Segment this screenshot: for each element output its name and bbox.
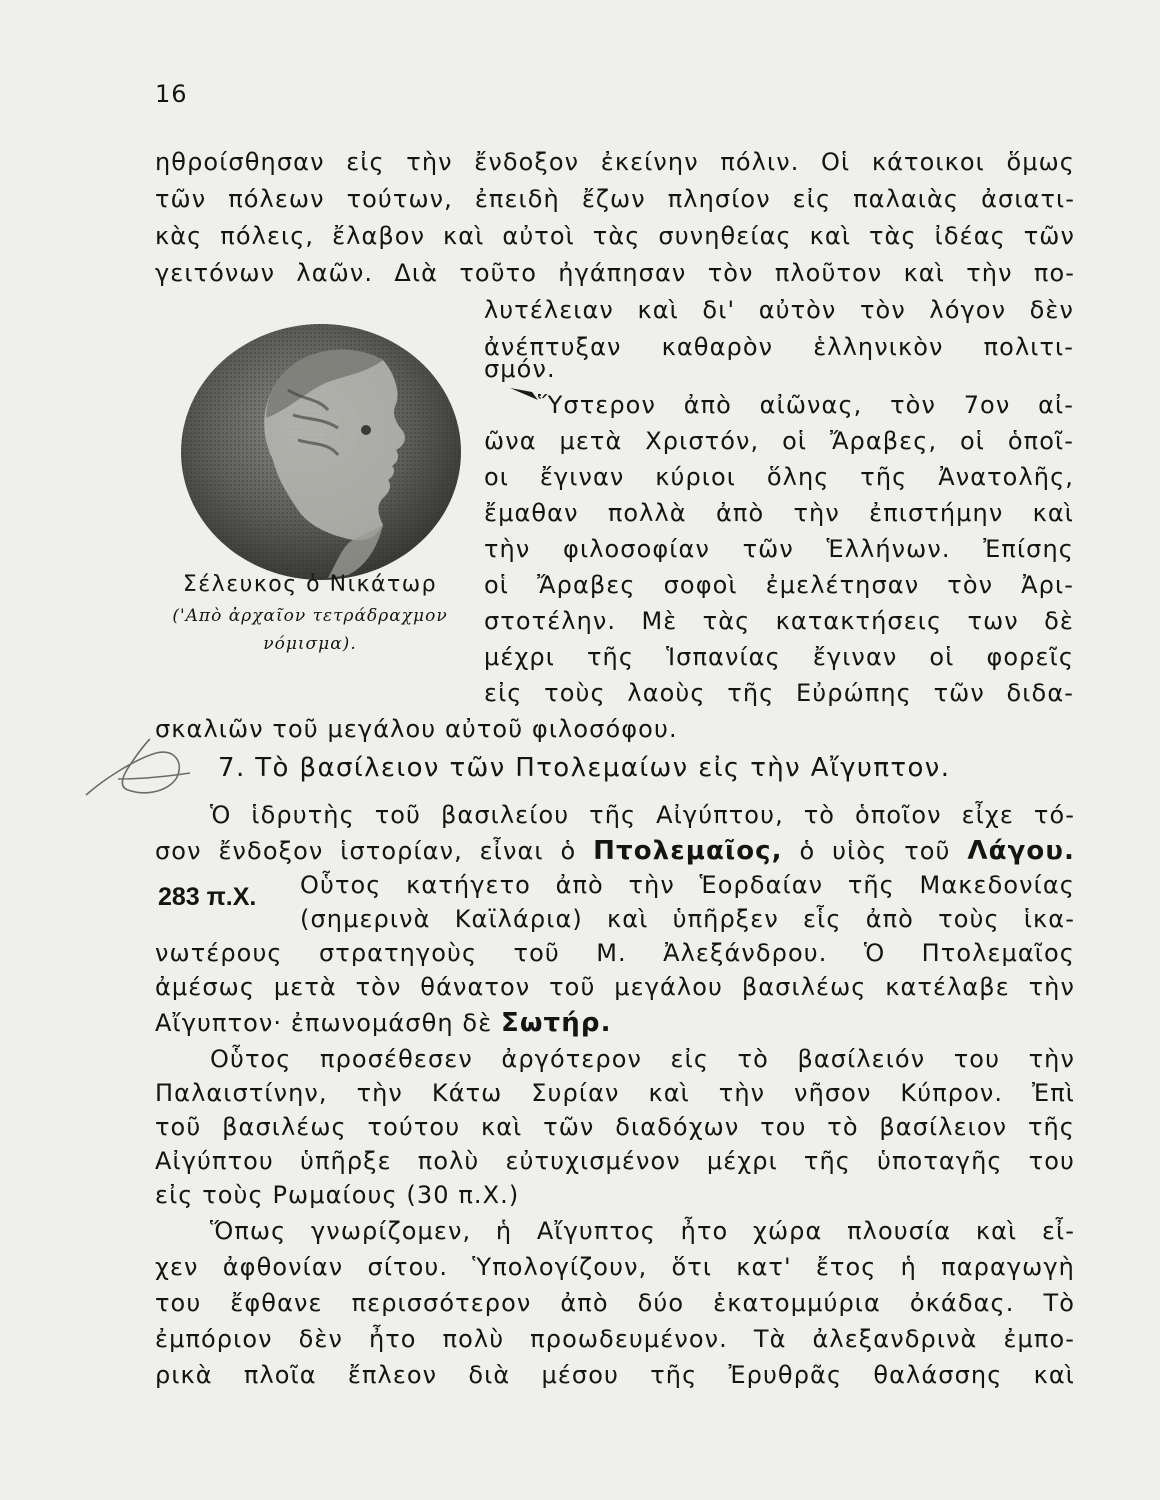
handwritten-margin-mark [78, 735, 198, 805]
text-line: χεν ἀφθονίαν σίτου. Ὑπολογίζουν, ὅτι κατ' ἔτος ἡ παραγωγὴ [155, 1253, 1075, 1281]
text-line: οἱ Ἄραβες σοφοὶ ἐμελέτησαν τὸν Ἀρι- [484, 571, 1074, 599]
stray-arrow-mark [508, 384, 546, 406]
text-line [155, 1006, 1075, 1040]
text-line: μέχρι τῆς Ἱσπανίας ἔγιναν οἱ φορεῖς [484, 643, 1074, 671]
text-run: σον ἔνδοξον ἱστορίαν, εἶναι ὁ [155, 837, 594, 865]
page-number: 16 [155, 80, 188, 108]
text-line: τὴν φιλοσοφίαν τῶν Ἑλλήνων. Ἐπίσης [484, 535, 1074, 563]
name-soter: Σωτήρ. [501, 1008, 612, 1038]
text-line: (σημερινὰ Καϊλάρια) καὶ ὑπῆρξεν εἷς ἀπὸ τοὺς ἱκα- [300, 905, 1075, 933]
text-line: Οὗτος κατήγετο ἀπὸ τὴν Ἑορδαίαν τῆς Μακεδονίας [300, 871, 1075, 899]
text-line: Αἰγύπτου ὑπῆρξε πολὺ εὐτυχισμένον μέχρι τῆς ὑποταγῆς του [155, 1147, 1075, 1175]
section-heading: 7. Τὸ βασίλειον τῶν Πτολεμαίων εἰς τὴν Αἴγυπτον. [218, 753, 951, 783]
text-line: κὰς πόλεις, ἔλαβον καὶ αὐτοὶ τὰς συνηθείας καὶ τὰς ἰδέας τῶν [155, 222, 1075, 250]
figure-caption-title: Σέλευκος ὁ Νικάτωρ [182, 572, 438, 597]
text-line: στοτέλην. Μὲ τὰς κατακτήσεις των δὲ [484, 607, 1074, 635]
text-line: εἰς τοὺς Ρωμαίους (30 π.Χ.) [155, 1181, 520, 1209]
text-line: ἐμπόριον δὲν ἦτο πολὺ προωδευμένον. Τὰ ἀλεξανδρινὰ ἐμπο- [155, 1325, 1075, 1353]
figure-caption-source: ('Aπὸ ἀρχαῖον τετράδραχμον [172, 606, 448, 626]
name-ptolemy: Πτολεμαῖος, [593, 836, 783, 866]
text-run: ὁ υἱὸς τοῦ [782, 837, 968, 865]
text-line: τοῦ βασιλέως τούτου καὶ τῶν διαδόχων του τὸ βασίλειον τῆς [155, 1113, 1075, 1141]
text-line: Ὁ ἱδρυτὴς τοῦ βασιλείου τῆς Αἰγύπτου, τὸ ὁποῖον εἶχε τό- [210, 801, 1075, 829]
text-line: εἰς τοὺς λαοὺς τῆς Εὐρώπης τῶν διδα- [484, 679, 1074, 707]
text-line: ηθροίσθησαν εἰς τὴν ἔνδοξον ἐκείνην πόλιν. Οἱ κάτοικοι ὅμως [155, 148, 1075, 176]
text-line: σμόν. [484, 355, 556, 383]
text-line: γειτόνων λαῶν. Διὰ τοῦτο ἠγάπησαν τὸν πλοῦτον καὶ τὴν πο- [155, 259, 1075, 287]
text-line: ρικὰ πλοῖα ἔπλεον διὰ μέσου τῆς Ἐρυθρᾶς θαλάσσης καὶ [155, 1361, 1075, 1389]
text-line: Οὗτος προσέθεσεν ἀργότερον εἰς τὸ βασίλειόν του τὴν [210, 1045, 1075, 1073]
text-line: τῶν πόλεων τούτων, ἐπειδὴ ἔζων πλησίον εἰς παλαιὰς ἀσιατι- [155, 185, 1075, 213]
text-line: ἀμέσως μετὰ τὸν θάνατον τοῦ μεγάλου βασιλέως κατέλαβε τὴν [155, 973, 1075, 1001]
date-label: 283 π.Χ. [158, 883, 257, 911]
text-line: νωτέρους στρατηγοὺς τοῦ Μ. Ἀλεξάνδρου. Ὁ Πτολεμαῖος [155, 939, 1075, 967]
name-lagos: Λάγου. [967, 836, 1075, 866]
text-line: ἀνέπτυξαν καθαρὸν ἑλληνικὸν πολιτι- [484, 333, 1074, 361]
text-run: Αἴγυπτον· ἐπωνομάσθη δὲ [155, 1009, 501, 1037]
text-line [155, 834, 1075, 868]
text-line: Ὅπως γνωρίζομεν, ἡ Αἴγυπτος ἦτο χώρα πλουσία καὶ εἶ- [210, 1217, 1075, 1245]
text-line: Ὕστερον ἀπὸ αἰῶνας, τὸν 7ον αἰ- [538, 391, 1074, 419]
text-line: ἔμαθαν πολλὰ ἀπὸ τὴν ἐπιστήμην καὶ [484, 499, 1074, 527]
figure-caption-source-end: νόμισμα). [263, 634, 357, 654]
coin-illustration [178, 320, 468, 584]
text-line: Παλαιστίνην, τὴν Κάτω Συρίαν καὶ τὴν νῆσον Κύπρον. Ἐπὶ [155, 1079, 1075, 1107]
text-line: ῶνα μετὰ Χριστόν, οἱ Ἄραβες, οἱ ὁποῖ- [484, 427, 1074, 455]
text-line: σκαλιῶν τοῦ μεγάλου αὐτοῦ φιλοσόφου. [155, 715, 678, 743]
text-line: του ἔφθανε περισσότερον ἀπὸ δύο ἑκατομμύρια ὀκάδας. Τὸ [155, 1289, 1075, 1317]
text-line: λυτέλειαν καὶ δι' αὐτὸν τὸν λόγον δὲν [484, 296, 1074, 324]
text-line: οι ἔγιναν κύριοι ὅλης τῆς Ἀνατολῆς, [484, 463, 1074, 491]
